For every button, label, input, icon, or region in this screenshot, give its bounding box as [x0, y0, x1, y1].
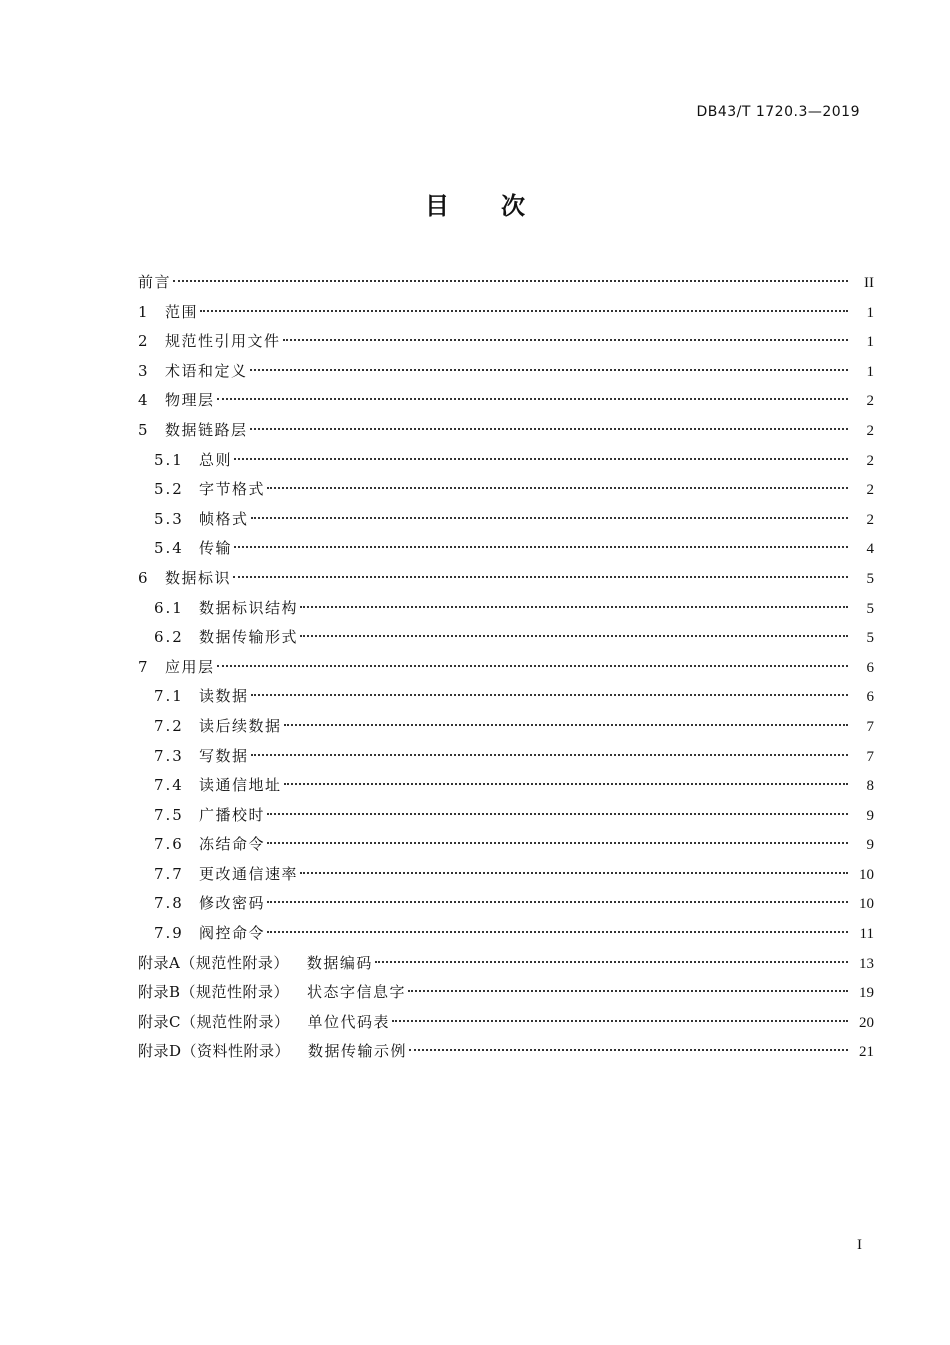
toc-dot-leader: [300, 872, 848, 874]
toc-entry-label: 数据链路层: [165, 420, 248, 439]
toc-entry-number: 7.7: [154, 864, 184, 883]
toc-entry-number: 7.1: [154, 687, 184, 706]
footer-page-number: I: [857, 1237, 862, 1253]
toc-entry[interactable]: [138, 949, 874, 979]
toc-entry[interactable]: [138, 505, 874, 535]
toc-entry-label: 字节格式: [199, 480, 266, 499]
toc-dot-leader: [250, 369, 848, 371]
toc-dot-leader: [284, 724, 848, 726]
toc-entry-number: 6: [138, 568, 149, 587]
toc-entry-page: 7: [866, 748, 874, 765]
toc-dot-leader: [217, 398, 848, 400]
toc-dot-leader: [251, 517, 848, 519]
toc-entry-page: 5: [866, 570, 874, 587]
toc-entry-page: 1: [866, 363, 874, 380]
toc-entry-number: 2: [138, 332, 149, 351]
toc-entry-label: 冻结命令: [199, 835, 266, 854]
toc-entry-label: 应用层: [165, 657, 215, 676]
toc-dot-leader: [267, 487, 848, 489]
toc-entry-page: 2: [866, 452, 874, 469]
toc-dot-leader: [250, 428, 848, 430]
table-of-contents: [138, 268, 874, 1067]
toc-entry[interactable]: [138, 416, 874, 446]
toc-entry-label: 帧格式: [199, 509, 249, 528]
toc-entry-page: 1: [866, 304, 874, 321]
toc-entry[interactable]: [138, 298, 874, 328]
page-title: 目次: [425, 192, 577, 220]
toc-entry-page: 8: [866, 778, 874, 795]
toc-entry-number: 附录B（规范性附录）: [138, 983, 290, 1002]
toc-dot-leader: [267, 901, 848, 903]
toc-entry-number: 7.9: [154, 924, 184, 943]
toc-entry[interactable]: [138, 771, 874, 801]
toc-entry-label: 读数据: [199, 687, 249, 706]
toc-entry-page: 6: [866, 659, 874, 676]
toc-entry-label: 修改密码: [199, 894, 266, 913]
toc-entry-number: 6.1: [154, 598, 184, 617]
toc-dot-leader: [267, 931, 848, 933]
toc-entry-page: 20: [859, 1014, 874, 1031]
toc-dot-leader: [217, 665, 848, 667]
toc-entry-number: 5.2: [154, 480, 184, 499]
toc-entry-label: 读后续数据: [199, 716, 282, 735]
toc-entry-page: 4: [866, 541, 874, 558]
toc-entry-page: 5: [866, 600, 874, 617]
toc-entry-number: 6.2: [154, 628, 184, 647]
toc-entry-number: 5.3: [154, 509, 184, 528]
toc-dot-leader: [267, 842, 848, 844]
toc-entry-number: 7.3: [154, 746, 184, 765]
toc-entry-number: 5.1: [154, 450, 184, 469]
toc-dot-leader: [200, 310, 848, 312]
toc-entry-label: 前言: [138, 273, 172, 291]
toc-dot-leader: [251, 694, 848, 696]
toc-entry-page: 6: [866, 689, 874, 706]
toc-entry-page: 7: [866, 718, 874, 735]
toc-entry-number: 7.2: [154, 716, 184, 735]
toc-entry-label: 规范性引用文件: [165, 332, 281, 351]
toc-entry-page: 9: [866, 837, 874, 854]
toc-entry-page: 2: [866, 422, 874, 439]
toc-entry[interactable]: [138, 919, 874, 949]
toc-entry-label: 数据传输示例: [308, 1042, 408, 1061]
toc-entry-page: 13: [859, 955, 874, 972]
toc-entry-number: 附录A（规范性附录）: [138, 953, 289, 972]
toc-entry-page: 1: [866, 334, 874, 351]
toc-entry-number: 附录D（资料性附录）: [138, 1042, 291, 1061]
toc-entry-page: 11: [859, 926, 874, 943]
toc-dot-leader: [173, 280, 848, 282]
toc-entry-label: 状态字信息字: [307, 983, 407, 1002]
toc-entry[interactable]: [138, 682, 874, 712]
toc-entry-label: 数据编码: [306, 953, 373, 972]
toc-entry-page: 2: [866, 511, 874, 528]
toc-entry-page: 19: [859, 985, 874, 1002]
toc-entry-label: 写数据: [199, 746, 249, 765]
toc-entry-page: 2: [866, 393, 874, 410]
toc-dot-leader: [300, 606, 848, 608]
toc-entry-label: 传输: [199, 539, 233, 558]
toc-entry[interactable]: [138, 446, 874, 476]
toc-dot-leader: [283, 339, 848, 341]
toc-entry[interactable]: [138, 534, 874, 564]
toc-entry[interactable]: [138, 386, 874, 416]
toc-dot-leader: [251, 754, 848, 756]
toc-entry[interactable]: [138, 653, 874, 683]
toc-entry-number: 4: [138, 391, 149, 410]
toc-entry-page: 5: [866, 630, 874, 647]
toc-entry-number: 7.5: [154, 805, 184, 824]
toc-entry[interactable]: [138, 889, 874, 919]
toc-dot-leader: [284, 783, 848, 785]
toc-entry-label: 数据标识结构: [199, 598, 299, 617]
document-id: DB43/T 1720.3—2019: [696, 104, 860, 120]
toc-entry-page: 10: [859, 866, 874, 883]
toc-entry[interactable]: [138, 742, 874, 772]
toc-entry-page: 10: [859, 896, 874, 913]
toc-entry-number: 7.8: [154, 894, 184, 913]
toc-entry-number: 3: [138, 361, 149, 380]
toc-entry-label: 阀控命令: [199, 924, 266, 943]
toc-dot-leader: [375, 961, 848, 963]
toc-entry[interactable]: [138, 712, 874, 742]
toc-entry-label: 广播校时: [199, 805, 266, 824]
toc-entry-number: 7: [138, 657, 149, 676]
toc-entry-number: 附录C（规范性附录）: [138, 1012, 290, 1031]
toc-entry-label: 单位代码表: [307, 1012, 390, 1031]
toc-entry-number: 5.4: [154, 539, 184, 558]
toc-entry-label: 物理层: [165, 391, 215, 410]
toc-entry-page: 21: [859, 1044, 874, 1061]
toc-entry-number: 7.4: [154, 776, 184, 795]
toc-entry[interactable]: [138, 801, 874, 831]
toc-entry-label: 数据标识: [165, 568, 232, 587]
toc-entry[interactable]: [138, 1037, 874, 1067]
toc-dot-leader: [392, 1020, 848, 1022]
toc-entry[interactable]: [138, 1008, 874, 1038]
toc-entry[interactable]: [138, 475, 874, 505]
toc-dot-leader: [300, 635, 848, 637]
toc-entry-page: 9: [866, 807, 874, 824]
toc-entry-page: 2: [866, 482, 874, 499]
toc-entry-label: 总则: [199, 450, 233, 469]
toc-entry-label: 读通信地址: [199, 776, 282, 795]
toc-entry[interactable]: [138, 623, 874, 653]
toc-entry[interactable]: [138, 978, 874, 1008]
toc-entry[interactable]: [138, 327, 874, 357]
toc-entry[interactable]: [138, 357, 874, 387]
toc-dot-leader: [409, 1049, 848, 1051]
toc-entry[interactable]: [138, 564, 874, 594]
toc-dot-leader: [408, 990, 848, 992]
toc-entry-number: 7.6: [154, 835, 184, 854]
toc-dot-leader: [233, 576, 848, 578]
toc-dot-leader: [234, 458, 848, 460]
toc-entry-page: II: [864, 275, 874, 291]
toc-entry-number: 5: [138, 420, 149, 439]
toc-entry[interactable]: [138, 268, 874, 298]
toc-entry-number: 1: [138, 302, 149, 321]
toc-entry-label: 范围: [165, 302, 199, 321]
toc-entry[interactable]: [138, 830, 874, 860]
toc-entry[interactable]: [138, 860, 874, 890]
toc-entry-label: 数据传输形式: [199, 628, 299, 647]
toc-dot-leader: [267, 813, 848, 815]
toc-entry[interactable]: [138, 594, 874, 624]
toc-entry-label: 更改通信速率: [199, 864, 299, 883]
toc-entry-label: 术语和定义: [165, 361, 248, 380]
toc-dot-leader: [234, 546, 848, 548]
